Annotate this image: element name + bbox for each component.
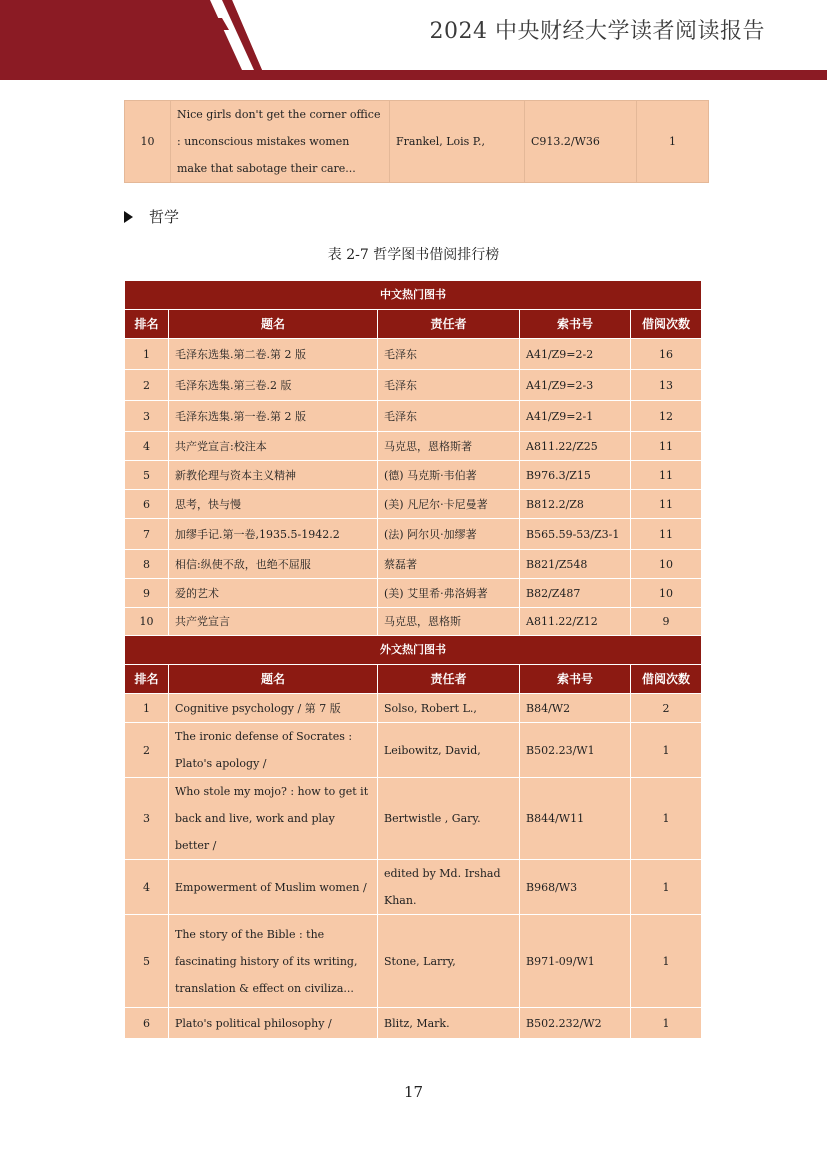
rank-cell: 5 [125,461,169,490]
column-header-row [125,310,702,339]
header-call-number: 索书号 [520,665,631,694]
author-cell: 毛泽东 [378,401,520,432]
rank-cell: 3 [125,778,169,860]
author-cell: (美) 凡尼尔·卡尼曼著 [378,490,520,519]
section-heading-text: 哲学 [149,208,180,226]
author-cell: 蔡磊著 [378,550,520,579]
title-cell: Who stole my mojo? : how to get it back and live, work and play better / [169,778,378,860]
rank-cell: 10 [125,608,169,636]
header-author: 责任者 [378,310,520,339]
call-number-cell: B976.3/Z15 [520,461,631,490]
call-number-cell: B84/W2 [520,694,631,723]
table-row [125,432,702,461]
count-cell: 1 [631,860,702,915]
rank-cell: 8 [125,550,169,579]
count-cell: 11 [631,519,702,550]
table-row [125,461,702,490]
count-cell: 9 [631,608,702,636]
chinese-books-section [125,281,702,636]
title-cell: 毛泽东选集.第三卷.2 版 [169,370,378,401]
table-row [125,519,702,550]
continued-table [124,100,709,183]
call-number-cell: A41/Z9=2-1 [520,401,631,432]
title-cell: Plato's political philosophy / [169,1008,378,1039]
author-cell: 毛泽东 [378,370,520,401]
table-row [125,550,702,579]
count-cell: 11 [631,432,702,461]
section-heading [124,206,179,227]
call-number-cell: B844/W11 [520,778,631,860]
table-row [125,101,709,183]
author-cell: 马克思，恩格斯 [378,608,520,636]
section-title-chinese: 中文热门图书 [125,281,702,310]
rank-cell: 3 [125,401,169,432]
count-cell: 10 [631,579,702,608]
title-cell: 共产党宣言:校注本 [169,432,378,461]
rank-cell: 1 [125,339,169,370]
call-number-cell: A811.22/Z12 [520,608,631,636]
author-cell: Blitz, Mark. [378,1008,520,1039]
title-cell: 毛泽东选集.第一卷.第 2 版 [169,401,378,432]
author-cell: Leibowitz, David, [378,723,520,778]
count-cell: 1 [631,1008,702,1039]
header-title: 题名 [169,310,378,339]
table-row [125,401,702,432]
table-row [125,915,702,1008]
rank-cell: 4 [125,432,169,461]
rank-cell: 10 [125,101,171,183]
author-cell: (德) 马克斯·韦伯著 [378,461,520,490]
call-number-cell: A41/Z9=2-3 [520,370,631,401]
title-cell: 新教伦理与资本主义精神 [169,461,378,490]
call-number-cell: A41/Z9=2-2 [520,339,631,370]
count-cell: 13 [631,370,702,401]
arrow-bullet-icon [124,211,133,223]
rank-cell: 1 [125,694,169,723]
title-cell: 毛泽东选集.第二卷.第 2 版 [169,339,378,370]
header-title: 2024 中央财经大学读者阅读报告 [429,19,765,44]
call-number-cell: B565.59-53/Z3-1 [520,519,631,550]
count-cell: 16 [631,339,702,370]
rank-cell: 5 [125,915,169,1008]
title-cell: 共产党宣言 [169,608,378,636]
header-rank: 排名 [125,665,169,694]
header-call-number: 索书号 [520,310,631,339]
author-cell: 毛泽东 [378,339,520,370]
rank-cell: 6 [125,1008,169,1039]
author-cell: Stone, Larry, [378,915,520,1008]
author-cell: Bertwistle , Gary. [378,778,520,860]
count-cell: 11 [631,490,702,519]
call-number-cell: B502.23/W1 [520,723,631,778]
title-cell: 爱的艺术 [169,579,378,608]
header-rank: 排名 [125,310,169,339]
count-cell: 1 [631,723,702,778]
header-count: 借阅次数 [631,310,702,339]
table-row [125,608,702,636]
title-cell: 思考，快与慢 [169,490,378,519]
header-title: 题名 [169,665,378,694]
table-row [125,723,702,778]
count-cell: 1 [637,101,709,183]
table-caption: 表 2-7 哲学图书借阅排行榜 [327,247,500,263]
author-cell: edited by Md. Irshad Khan. [378,860,520,915]
rank-cell: 9 [125,579,169,608]
title-cell: 加缪手记.第一卷,1935.5-1942.2 [169,519,378,550]
header-author: 责任者 [378,665,520,694]
column-header-row [125,665,702,694]
author-cell: Frankel, Lois P., [390,101,525,183]
rank-cell: 4 [125,860,169,915]
title-cell: Empowerment of Muslim women / [169,860,378,915]
table-row [125,1008,702,1039]
author-cell: (美) 艾里希·弗洛姆著 [378,579,520,608]
title-cell: The story of the Bible : the fascinating history of its writing, translation & effect on civiliza... [169,915,378,1008]
call-number-cell: B968/W3 [520,860,631,915]
count-cell: 11 [631,461,702,490]
call-number-cell: B82/Z487 [520,579,631,608]
call-number-cell: B502.232/W2 [520,1008,631,1039]
count-cell: 12 [631,401,702,432]
count-cell: 1 [631,915,702,1008]
foreign-books-section [125,636,702,1039]
title-cell: 相信:纵使不敌，也绝不屈服 [169,550,378,579]
rank-cell: 6 [125,490,169,519]
title-cell: Cognitive psychology / 第 7 版 [169,694,378,723]
call-number-cell: A811.22/Z25 [520,432,631,461]
author-cell: 马克思，恩格斯著 [378,432,520,461]
call-number-cell: C913.2/W36 [525,101,637,183]
count-cell: 10 [631,550,702,579]
table-row [125,339,702,370]
title-cell: Nice girls don't get the corner office : unconscious mistakes women make that sabotage their care... [171,101,390,183]
table-row [125,694,702,723]
rank-cell: 7 [125,519,169,550]
table-row [125,778,702,860]
table-row [125,490,702,519]
count-cell: 2 [631,694,702,723]
author-cell: Solso, Robert L., [378,694,520,723]
table-row [125,370,702,401]
header-count: 借阅次数 [631,665,702,694]
call-number-cell: B821/Z548 [520,550,631,579]
count-cell: 1 [631,778,702,860]
table-row [125,860,702,915]
call-number-cell: B812.2/Z8 [520,490,631,519]
title-cell: The ironic defense of Socrates : Plato's apology / [169,723,378,778]
rank-cell: 2 [125,723,169,778]
section-title-foreign: 外文热门图书 [125,636,702,665]
rank-cell: 2 [125,370,169,401]
page-number: 17 [403,1083,424,1101]
table-row [125,579,702,608]
philosophy-ranking-table [124,280,702,1039]
author-cell: (法) 阿尔贝·加缪著 [378,519,520,550]
call-number-cell: B971-09/W1 [520,915,631,1008]
